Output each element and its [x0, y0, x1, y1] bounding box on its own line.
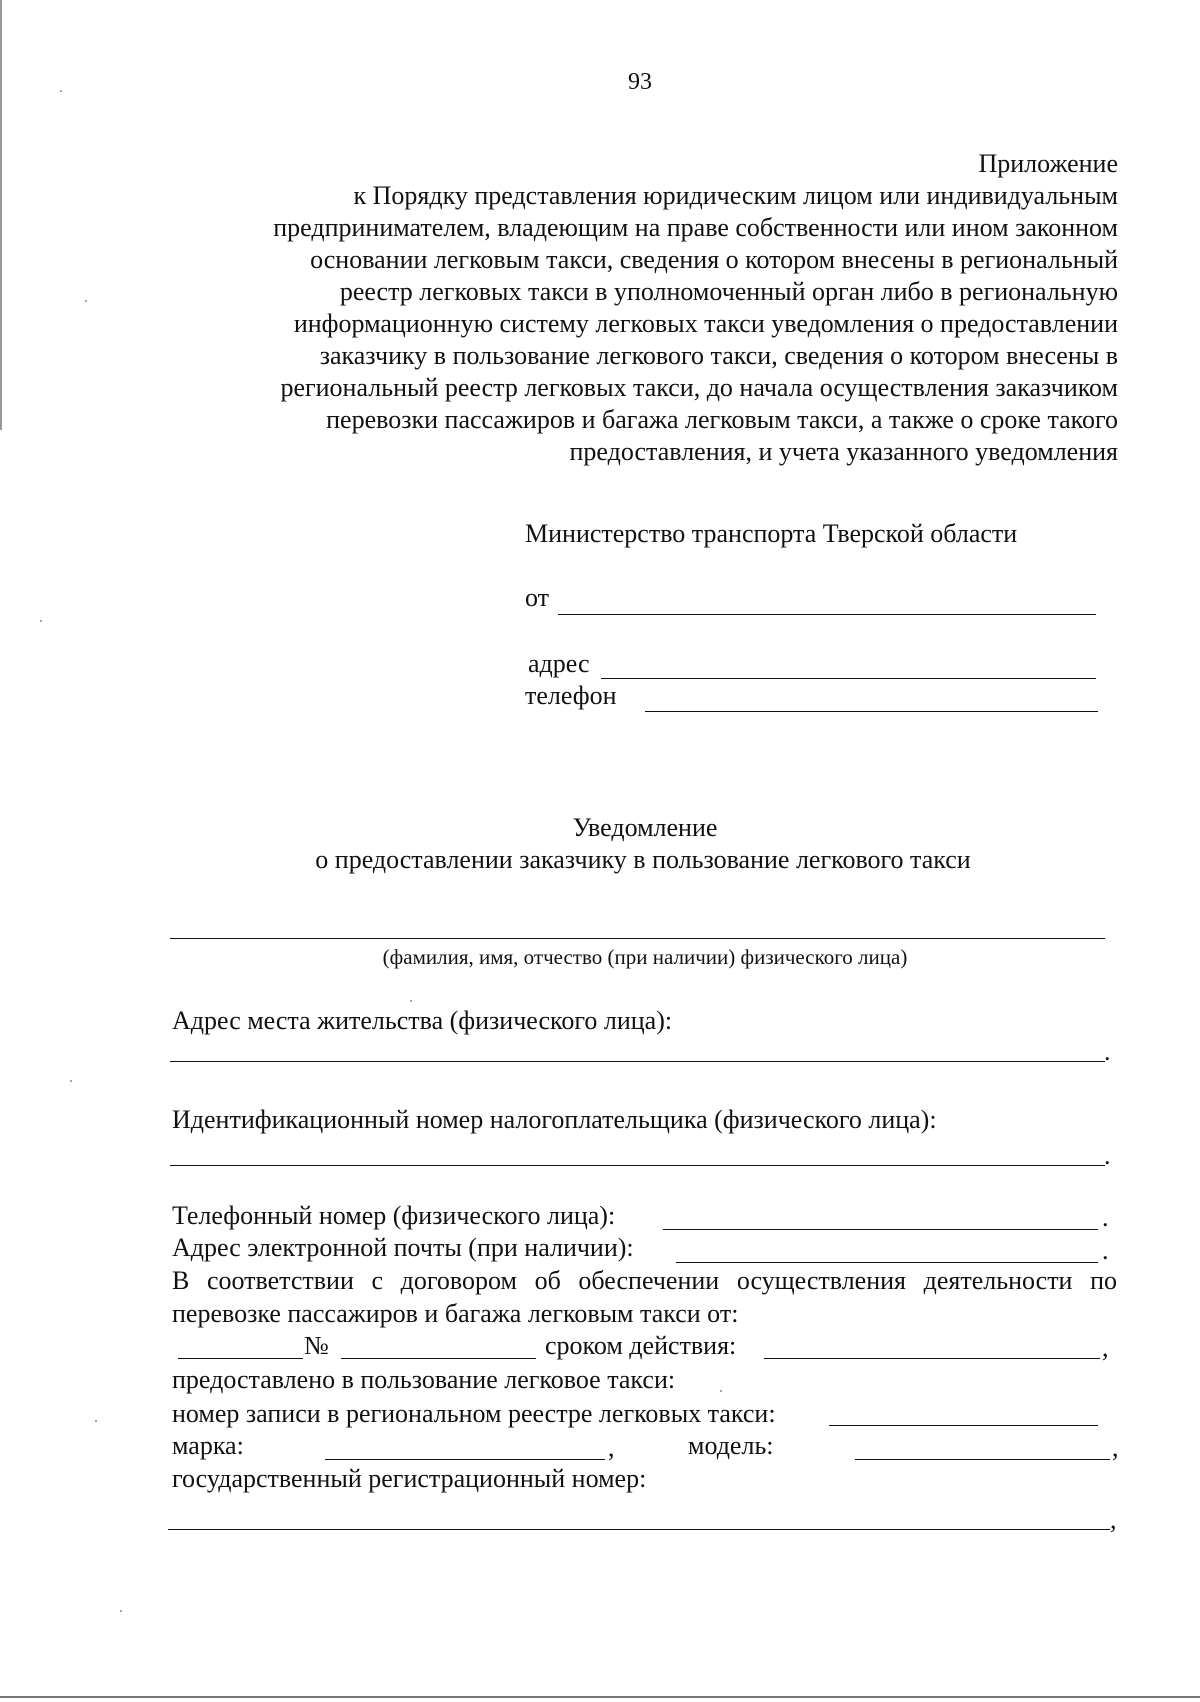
appendix-line: региональный реестр легковых такси, до начала осуществления заказчиком — [280, 373, 1118, 402]
term-comma: , — [1102, 1333, 1109, 1362]
email-field[interactable] — [676, 1262, 1098, 1263]
appendix-line: информационную систему легковых такси уведомления о предоставлении — [293, 309, 1118, 338]
email-period: . — [1102, 1236, 1109, 1265]
fio-field[interactable] — [170, 938, 1105, 939]
appendix-line: предпринимателем, владеющим на праве собственности или ином законном — [273, 213, 1118, 242]
contract-line-1: В соответствии с договором об обеспечении осуществления деятельности по — [172, 1266, 1117, 1295]
residence-period: . — [1104, 1037, 1111, 1066]
phone-field[interactable] — [645, 711, 1098, 712]
from-label: от — [525, 583, 550, 612]
term-label: сроком действия: — [545, 1331, 737, 1360]
appendix-line: реестр легковых такси в уполномоченный орган либо в региональную — [339, 277, 1118, 306]
reg-number-label: государственный регистрационный номер: — [172, 1464, 647, 1493]
person-phone-field[interactable] — [663, 1229, 1098, 1230]
residence-field[interactable] — [170, 1061, 1105, 1062]
notice-title: Уведомление — [572, 813, 718, 842]
scan-speck — [410, 1000, 412, 1002]
fio-caption: (фамилия, имя, отчество (при наличии) физического лица) — [382, 945, 908, 969]
contract-line-2: перевозке пассажиров и багажа легковым такси от: — [172, 1299, 739, 1328]
brand-field[interactable] — [325, 1459, 605, 1460]
scan-speck — [120, 1610, 122, 1612]
appendix-line: основании легковым такси, сведения о котором внесены в региональный — [310, 245, 1118, 274]
scan-speck — [95, 1420, 97, 1422]
person-phone-period: . — [1102, 1203, 1109, 1232]
reg-number-comma: , — [1110, 1505, 1117, 1534]
notice-subtitle: о предоставлении заказчику в пользование легкового такси — [315, 845, 971, 874]
model-field[interactable] — [855, 1459, 1110, 1460]
scan-speck — [85, 300, 87, 302]
scan-speck — [60, 90, 62, 92]
appendix-line: к Порядку представления юридическим лицом или индивидуальным — [353, 181, 1118, 210]
model-comma: , — [1112, 1433, 1119, 1462]
inn-field[interactable] — [170, 1165, 1105, 1166]
registry-field[interactable] — [829, 1425, 1098, 1426]
scan-speck — [40, 620, 42, 622]
email-label: Адрес электронной почты (при наличии): — [172, 1233, 634, 1262]
number-sign: № — [304, 1331, 329, 1360]
inn-label: Идентификационный номер налогоплательщика (физического лица): — [172, 1105, 937, 1134]
appendix-line: предоставления, и учета указанного уведомления — [569, 437, 1118, 466]
reg-number-field[interactable] — [168, 1529, 1110, 1530]
address-field[interactable] — [601, 678, 1096, 679]
from-field[interactable] — [558, 614, 1096, 615]
contract-date-field[interactable] — [178, 1358, 303, 1359]
scan-speck — [720, 1390, 722, 1392]
scan-left-edge — [0, 0, 2, 430]
brand-comma: , — [608, 1433, 615, 1462]
appendix-line: перевозки пассажиров и багажа легковым такси, а также о сроке такого — [326, 405, 1118, 434]
page-number: 93 — [628, 69, 652, 95]
person-phone-label: Телефонный номер (физического лица): — [172, 1201, 616, 1230]
term-field[interactable] — [764, 1358, 1100, 1359]
model-label: модель: — [688, 1431, 774, 1460]
registry-label: номер записи в региональном реестре легковых такси: — [172, 1399, 776, 1428]
brand-label: марка: — [172, 1431, 244, 1460]
appendix-title: Приложение — [978, 149, 1118, 178]
scan-speck — [70, 1080, 72, 1082]
address-label: адрес — [528, 649, 590, 678]
phone-label: телефон — [525, 681, 617, 710]
inn-period: . — [1104, 1141, 1111, 1170]
scan-bottom-edge — [0, 1696, 1200, 1698]
residence-label: Адрес места жительства (физического лица): — [172, 1006, 673, 1035]
ministry-name: Министерство транспорта Тверской области — [525, 519, 1018, 548]
provided-label: предоставлено в пользование легковое такси: — [172, 1365, 676, 1394]
appendix-line: заказчику в пользование легкового такси, сведения о котором внесены в — [319, 341, 1118, 370]
contract-number-field[interactable] — [341, 1358, 536, 1359]
